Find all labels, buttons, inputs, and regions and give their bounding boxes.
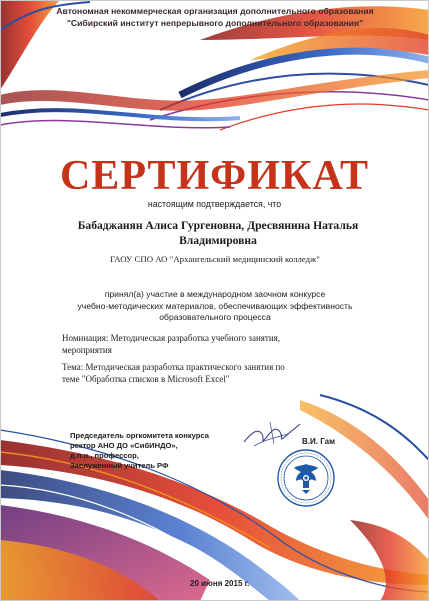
nomination-line-1: Номинация: Методическая разработка учебного занятия, [62,333,281,343]
chairman-credentials [70,431,250,471]
confirmation-text: настоящим подтверждается, что [147,199,282,209]
signer-name: В.И. Гам [302,437,335,446]
chair-line-1: Председатель оргкомитета конкурса [70,431,209,440]
chair-line-4: Заслуженный учитель РФ [70,461,169,470]
chair-line-2: ректор АНО ДО «СибИНДО», [70,441,178,450]
chair-line-3: д.п.н., профессор, [70,451,139,460]
participation-line-3: образовательного процесса [159,312,271,322]
recipient-names [68,218,368,248]
organization-line-2: "Сибирский институт непрерывного дополнительного образования" [66,18,364,28]
organization-line-1: Автономная некоммерческая организация дополнительного образования [56,6,374,16]
russian-eagle-seal-icon [272,448,340,508]
certificate-title: СЕРТИФИКАТ [59,153,370,199]
certificate-date: 20 июня 2015 г. [190,579,250,588]
nomination-text [62,332,362,356]
participation-text [50,289,380,324]
participation-line-1: принял(а) участие в международном заочном конкурсе [104,289,326,299]
participation-line-2: учебно-методических материалов, обеспечивающих эффективность [77,300,353,311]
theme-line-2: теме "Обработка списков в Microsoft Excel" [62,374,230,384]
recipient-names-line-2: Владимировна [179,234,257,247]
theme-text [62,361,362,385]
handwritten-signature-icon [240,418,302,448]
recipient-names-line-1: Бабаджанян Алиса Гургеновна, Дресвянина Наталья [77,219,359,232]
nomination-line-2: мероприятия [62,345,112,355]
institution-name: ГАОУ СПО АО "Архангельский медицинский колледж" [110,254,320,264]
theme-line-1: Тема: Методическая разработка практического занятия по [62,362,285,372]
